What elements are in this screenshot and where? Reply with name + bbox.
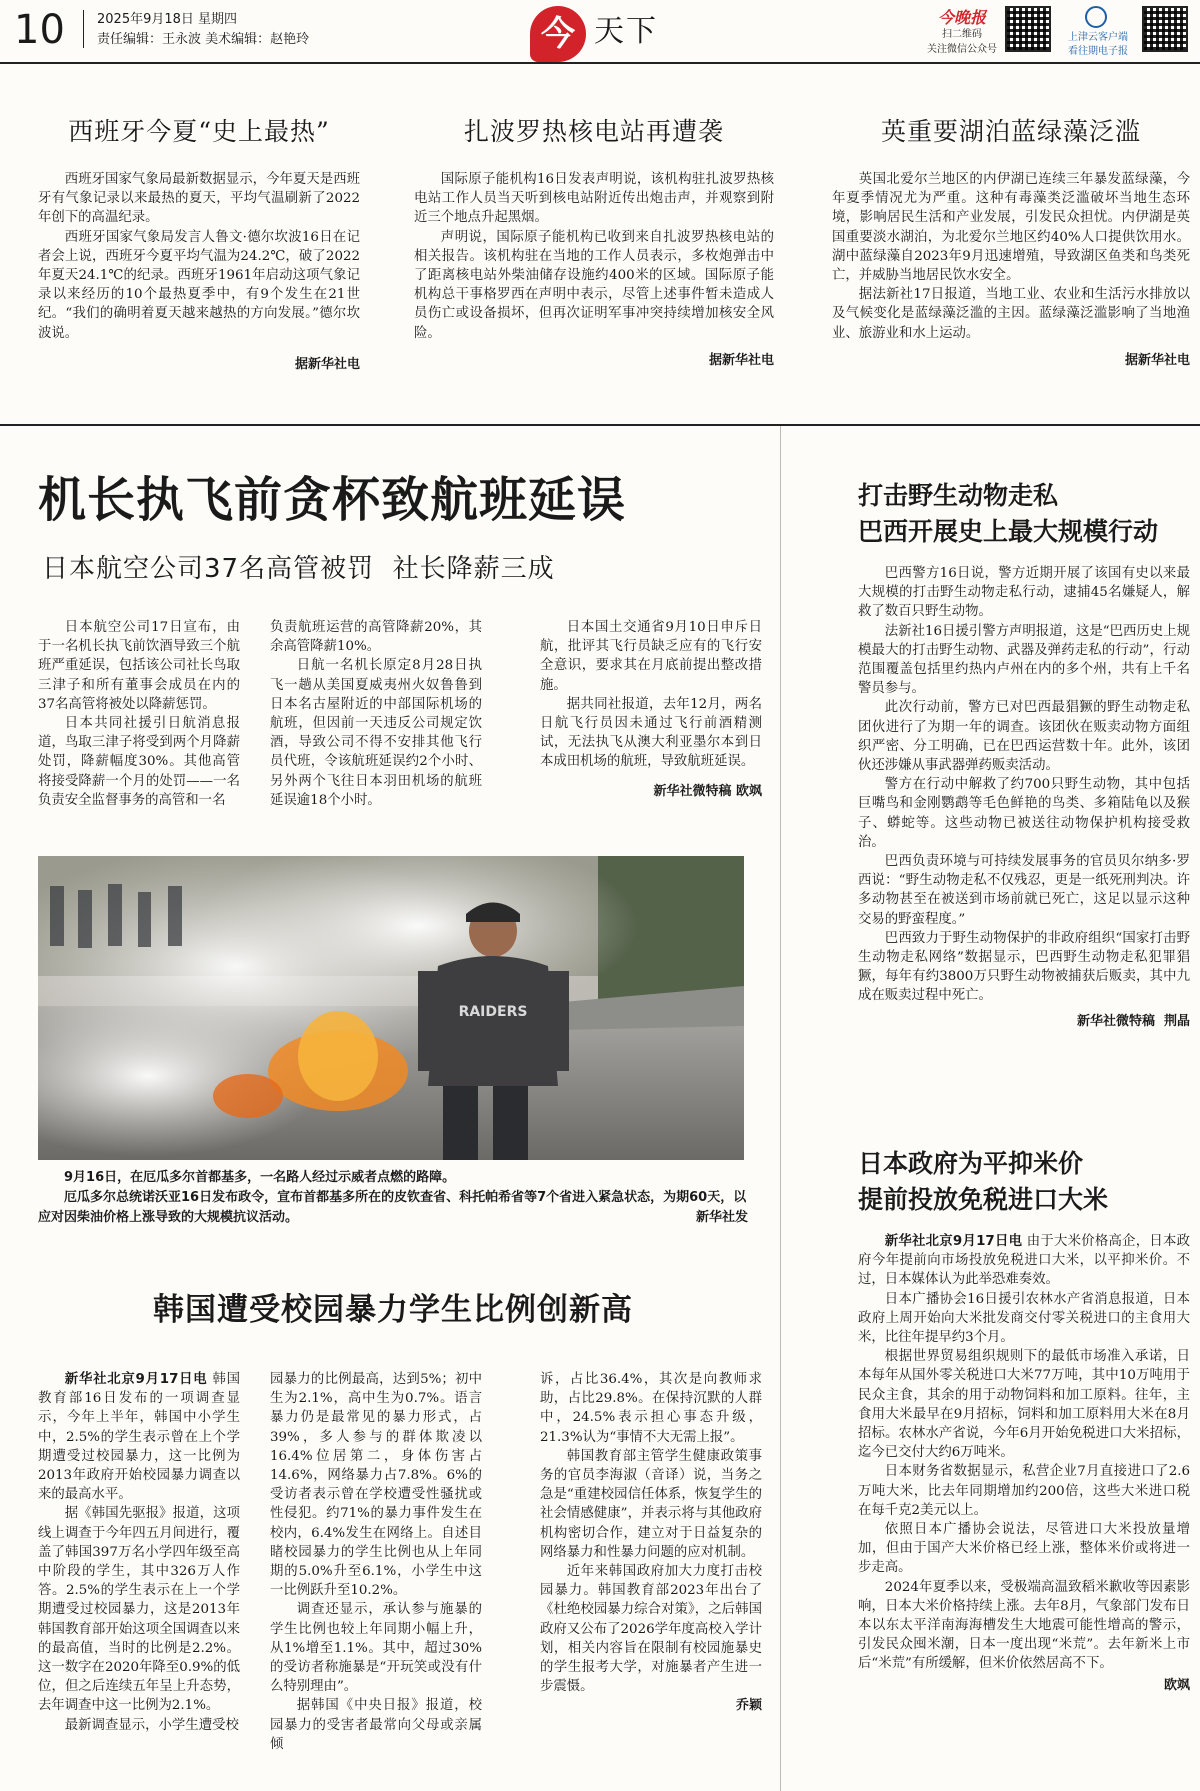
app-qr-code[interactable] xyxy=(1142,6,1188,52)
story-body xyxy=(858,1232,1190,1674)
story-body xyxy=(38,170,360,343)
paragraph: 据法新社17日报道，当地工业、农业和生活污水排放以及气候变化是蓝绿藻泛滥的主因。蓝绿藻泛滥影响了当地渔业、旅游业和水上运动。 xyxy=(832,287,1190,341)
paragraph: 据《韩国先驱报》报道，这项线上调查于今年四五月间进行，覆盖了韩国397万名小学四年级至高中阶段的学生，其中326万人作答。2.5%的学生表示在上一个学期遭受过校园暴力，这是2013年韩国教育部开始这项全国调查以来的最高值，当时的比例是2.2%。这一数字在2020年降至0.9%的低位，但之后连续五年呈上升态势，去年调查中这一比例为2.1%。 xyxy=(38,1506,241,1714)
paragraph: 西班牙国家气象局发言人鲁文·德尔坎波16日在记者会上说，西班牙今夏平均气温为24.2℃，破了2022年夏天24.1℃的纪录。西班牙1961年启动这项气象记录以来经历的10个最热夏季中，有9个发生在21世纪。“我们的确明着夏天越来越热的方向发展。”德尔坎波说。 xyxy=(38,229,360,341)
paragraph: 巴西警方16日说，警方近期开展了该国有史以来最大规模的打击野生动物走私行动，逮捕45名嫌疑人，解救了数百只野生动物。 xyxy=(858,566,1190,620)
story-source: 欧飒 xyxy=(1163,1677,1190,1693)
top-story-zaporizhzhia xyxy=(414,112,774,368)
header-divider xyxy=(83,10,84,48)
top-story-spain xyxy=(38,112,360,372)
headline: 扎波罗热核电站再遭袭 xyxy=(463,117,724,146)
app-logo-icon xyxy=(1085,6,1107,28)
top-story-lough-neagh xyxy=(832,112,1190,368)
paragraph: 园暴力的比例最高，达到5%；初中生为2.1%，高中生为0.7%。语言暴力仍是最常见的暴力形式，占39%，多人参与的群体欺凌以16.4%位居第二，身体伤害占14.6%，网络暴力占7.8%。6%的受访者表示曾在学校遭受性骚扰或性侵犯。约71%的暴力事件发生在校内，6.4%发生在网络上。自述目睹校园暴力的学生比例也从上年同期的5.0%升至6.1%，小学生中这一比例跃升至10.2%。 xyxy=(270,1372,482,1599)
headline-line-2: 提前投放免税进口大米 xyxy=(858,1185,1109,1214)
paragraph-text: 韩国教育部16日发布的一项调查显示，今年上半年，韩国中小学生中，2.5%的学生表示曾在上个学期遭受过校园暴力，这一比例为2013年政府开始校园暴力调查以来的最高水平。 xyxy=(38,1372,241,1503)
headline-line-1: 打击野生动物走私 xyxy=(858,481,1059,510)
story-body xyxy=(832,170,1190,343)
paragraph: 英国北爱尔兰地区的内伊湖已连续三年暴发蓝绿藻，今年夏季情况尤为严重。这种有毒藻类泛滥破坏当地生态环境，影响居民生活和产业发展，引发民众担忧。内伊湖是英国重要淡水湖泊，为北爱尔兰地区约40%人口提供饮用水。湖中蓝绿藻自2023年9月迅速增殖，导致湖区鱼类和鸟类死亡，并威胁当地居民饮水安全。 xyxy=(832,172,1190,284)
main-headline: 机长执飞前贪杯致航班延误 xyxy=(38,472,627,528)
headline: 西班牙今夏“史上最热” xyxy=(68,117,330,146)
section-logo: 今 xyxy=(530,6,586,62)
story-body xyxy=(414,170,774,343)
caption-line-2 xyxy=(38,1188,748,1228)
paragraph: 韩国教育部主管学生健康政策事务的官员李海淑（音译）说，当务之急是“重建校园信任体系，恢复学生的社会情感健康”，并表示将与其他政府机构密切合作，建立对于日益复杂的网络暴力和性暴力问题的应对机制。 xyxy=(540,1448,762,1560)
paragraph: 日本共同社援引日航消息报道，鸟取三津子将受到两个月降薪处罚，降薪幅度30%。其他高管将接受降薪一个月的处罚——一名负责安全监督事务的高管和一名 xyxy=(38,716,240,808)
protest-photo-illustration xyxy=(38,856,744,1160)
paragraph: 西班牙国家气象局最新数据显示，今年夏天是西班牙有气象记录以来最热的夏天，平均气温刷新了2022年创下的高温纪录。 xyxy=(38,172,360,226)
paragraph: 日本国土交通省9月10日申斥日航，批评其飞行员缺乏应有的飞行安全意识，要求其在月底前提出整改措施。 xyxy=(540,620,762,693)
paragraph: 巴西致力于野生动物保护的非政府组织“国家打击野生动物走私网络”数据显示，巴西野生动物走私犯罪猖獗，每年有约3800万只野生动物被捕获后贩卖，其中九成在贩卖过程中死亡。 xyxy=(858,930,1190,1004)
japan-rice-story xyxy=(858,1146,1190,1693)
app-hint: 看往期电子报 xyxy=(1068,46,1128,57)
headline xyxy=(858,478,1190,550)
paragraph: 依照日本广播协会说法，尽管进口大米投放量增加，但由于国产大米价格已经上涨，整体米价或将进一步走高。 xyxy=(858,1522,1190,1576)
korea-column-2 xyxy=(270,1370,482,1754)
story-source: 乔颖 xyxy=(735,1698,762,1714)
paragraph: 巴西负责环境与可持续发展事务的官员贝尔纳多·罗西说：“野生动物走私不仅残忍，更是一纸死刑判决。许多动物甚至在被送到市场前就已死亡，这足以显示这种交易的野蛮程度。” xyxy=(858,854,1190,927)
paragraph: 调查还显示，承认参与施暴的学生比例也较上年同期小幅上升，从1%增至1.1%。其中，超过30%的受访者称施暴是“开玩笑或没有什么特别理由”。 xyxy=(270,1602,482,1695)
brazil-story xyxy=(858,478,1190,1029)
editors-line: 责任编辑：王永波 美术编辑：赵艳玲 xyxy=(97,32,310,47)
paragraph-text: 由于大米价格高企，日本政府今年提前向市场投放免税进口大米，以平抑米价。不过，日本媒体认为此举恐难奏效。 xyxy=(858,1234,1191,1288)
masthead-rule xyxy=(0,62,1200,64)
story-source: 据新华社电 xyxy=(1124,352,1190,368)
wechat-qr-code[interactable] xyxy=(1005,6,1051,52)
paragraph: 日本广播协会16日援引农林水产省消息报道，日本政府上周开始向大米批发商交付零关税进口的主食用大米，比往年提早约3个月。 xyxy=(858,1291,1190,1346)
paragraph: 日航一名机长原定8月28日执飞一趟从美国夏威夷州火奴鲁鲁到日本名古屋附近的中部国际机场的航班，但因前一天违反公司规定饮酒，导致公司不得不安排其他飞行员代班，令该航班延误约2个小时、另外两个飞往日本羽田机场的航班延误逾18个小时。 xyxy=(270,658,482,808)
story-source: 据新华社电 xyxy=(708,352,774,368)
story-source: 新华社微特稿 荆晶 xyxy=(1076,1013,1190,1029)
paragraph: 2024年夏季以来，受极端高温致稻米歉收等因素影响，日本大米价格持续上涨。去年8月，气象部门发布日本以东太平洋南海海槽发生大地震可能性增高的警示，引发民众囤米潮，日本一度出现“米荒”。去年新米上市后“米荒”有所缓解，但米价依然居高不下。 xyxy=(858,1579,1190,1672)
headline-line-1: 日本政府为平抑米价 xyxy=(858,1149,1084,1178)
paragraph: 最新调查显示，小学生遭受校 xyxy=(64,1717,239,1733)
issue-date: 2025年9月18日 星期四 xyxy=(97,12,238,27)
shirt-text: RAIDERS xyxy=(458,1004,528,1020)
headline-line-2: 巴西开展史上最大规模行动 xyxy=(858,517,1159,546)
story-source: 新华社微特稿 欧飒 xyxy=(653,783,762,799)
scan-hint: 扫二维码 xyxy=(942,29,982,40)
headline: 英重要湖泊蓝绿藻泛滥 xyxy=(880,117,1141,146)
paragraph: 国际原子能机构16日发表声明说，该机构驻扎波罗热核电站工作人员当天听到核电站附近传出炮击声，并观察到附近三个地点升起黑烟。 xyxy=(414,172,774,226)
story-source: 据新华社电 xyxy=(294,356,360,372)
story-body xyxy=(858,564,1190,1006)
paragraph: 负责航班运营的高管降薪20%，其余高管降薪10%。 xyxy=(270,620,482,655)
section-name: 天下 xyxy=(594,14,658,49)
paragraph: 法新社16日援引警方声明报道，这是“巴西历史上规模最大的打击野生动物、武器及弹药走私的行动”，行动范围覆盖包括里约热内卢州在内的多个州，共有上千名警员参与。 xyxy=(858,623,1190,697)
brand-name: 今晚报 xyxy=(937,8,986,27)
paragraph: 诉，占比36.4%，其次是向教师求助，占比29.8%。在保持沉默的人群中，24.5%表示担心事态升级，21.3%认为“事情不大无需上报”。 xyxy=(540,1372,762,1445)
paragraph: 近年来韩国政府加大力度打击校园暴力。韩国教育部2023年出台了《杜绝校园暴力综合对策》，之后韩国政府又公布了2026学年度高校入学计划，相关内容旨在限制有校园施暴史的学生报考大学，对施暴者产生进一步震慑。 xyxy=(540,1564,762,1695)
paragraph: 根据世界贸易组织规则下的最低市场准入承诺，日本每年从国外零关税进口大米77万吨，其中10万吨用于民众主食，其余的用于动物饲料和加工原料。往年，主食用大米最早在9月招标，饲料和加工原料用大米在8月招标。农林水产省说，今年6月开始免税进口大米招标，迄今已交付大约6万吨米。 xyxy=(858,1349,1190,1461)
right-column-divider xyxy=(780,426,781,1791)
main-story-column-2 xyxy=(270,618,482,810)
photo-credit: 新华社发 xyxy=(695,1210,748,1225)
headline xyxy=(858,1146,1190,1218)
paragraph: 警方在行动中解救了约700只野生动物，其中包括巨嘴鸟和金刚鹦鹉等毛色鲜艳的鸟类、多箱陆龟以及猴子、蟒蛇等。这些动物已被送往动物保护机构接受救治。 xyxy=(858,777,1190,850)
news-photo xyxy=(38,856,744,1160)
section-divider xyxy=(0,424,1200,426)
paragraph: 日本财务省数据显示，私营企业7月直接进口了2.6万吨大米，比去年同期增加约200倍，这些大米进口税在每千克2美元以上。 xyxy=(858,1464,1190,1518)
main-story-column-3 xyxy=(540,618,762,801)
korea-column-1 xyxy=(38,1370,240,1735)
page-number: 10 xyxy=(14,7,65,53)
main-subheadline: 日本航空公司37名高管被罚 社长降薪三成 xyxy=(42,554,555,584)
follow-hint: 关注微信公众号 xyxy=(927,44,997,55)
caption-line-1: 9月16日，在厄瓜多尔首都基多，一名路人经过示威者点燃的路障。 xyxy=(64,1170,456,1185)
paragraph xyxy=(38,1370,240,1504)
korea-headline: 韩国遭受校园暴力学生比例创新高 xyxy=(153,1292,633,1328)
paragraph: 此次行动前，警方已对巴西最猖獗的野生动物走私团伙进行了为期一年的调查。该团伙在贩卖动物方面组织严密、分工明确，已在巴西运营数十年。此外，该团伙还涉嫌从事武器弹药贩卖活动。 xyxy=(858,700,1190,774)
caption-text: 厄瓜多尔总统诺沃亚16日发布政令，宣布首都基多所在的皮钦查省、科托帕希省等7个省进入紧急状态，为期60天，以应对因柴油价格上涨导致的大规模抗议活动。 xyxy=(38,1190,747,1225)
paragraph: 据共同社报道，去年12月，两名日航飞行员因未通过飞行前酒精测试，无法执飞从澳大利亚墨尔本到日本成田机场的航班，导致航班延误。 xyxy=(540,696,762,770)
paragraph: 据韩国《中央日报》报道，校园暴力的受害者最常向父母或亲属倾 xyxy=(270,1698,482,1752)
paragraph xyxy=(858,1232,1190,1290)
paragraph: 声明说，国际原子能机构已收到来自扎波罗热核电站的相关报告。该机构驻在当地的工作人员表示，多枚炮弹击中了距离核电站外柴油储存设施约400米的区域。国际原子能机构总干事格罗西在声明中表示，尽管上述事件暂未造成人员伤亡或设备损坏，但再次证明军事冲突持续增加核安全风险。 xyxy=(414,229,774,341)
korea-column-3 xyxy=(540,1370,762,1716)
main-story-column-1 xyxy=(38,618,240,810)
app-name: 上津云客户端 xyxy=(1068,32,1128,43)
dateline: 新华社北京9月17日电 xyxy=(884,1234,1023,1249)
paragraph: 日本航空公司17日宣布，由于一名机长执飞前饮酒导致三个航班严重延误，包括该公司社长鸟取三津子和所有董事会成员在内的37名高管将被处以降薪惩罚。 xyxy=(38,620,240,712)
dateline: 新华社北京9月17日电 xyxy=(64,1372,208,1387)
photo-caption xyxy=(38,1168,748,1228)
masthead xyxy=(0,0,1200,70)
